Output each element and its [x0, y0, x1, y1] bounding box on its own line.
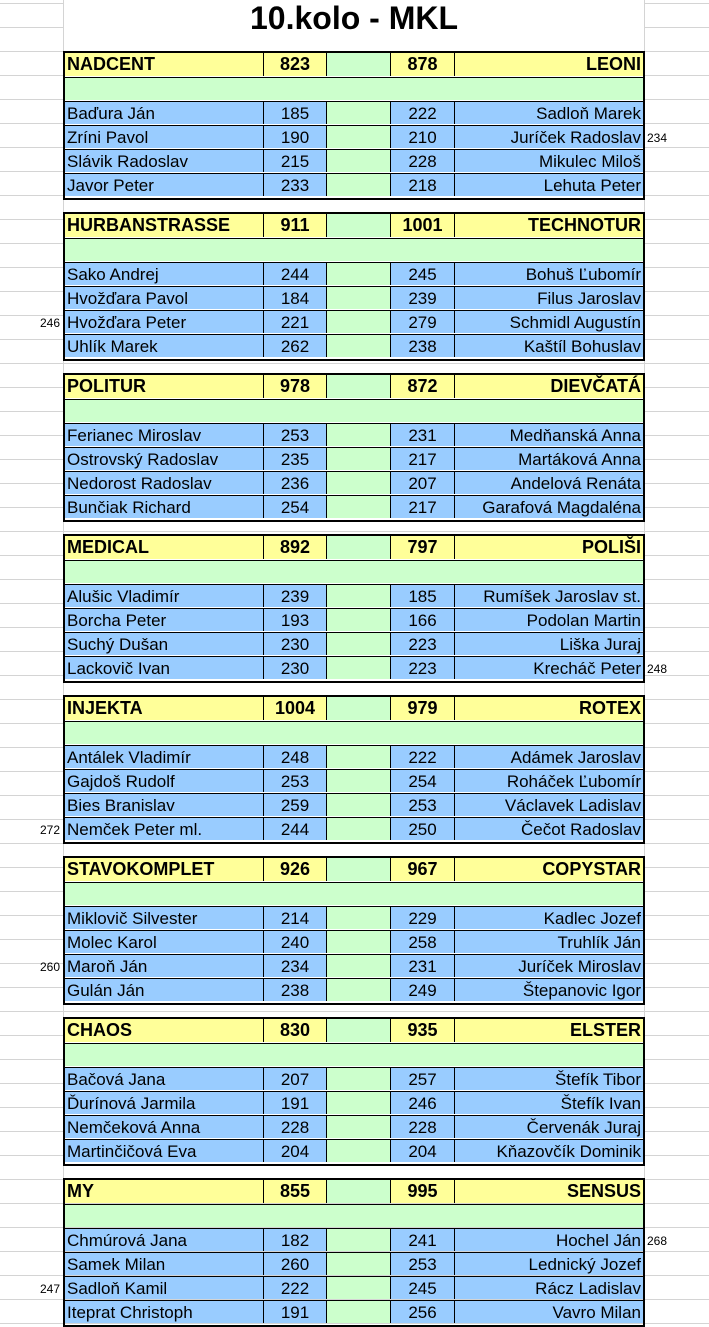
- home-player-name[interactable]: Suchý Dušan: [63, 633, 264, 655]
- home-player-name[interactable]: Sako Andrej: [63, 263, 264, 285]
- match-spacer-row[interactable]: [63, 560, 643, 583]
- player-row: [63, 954, 643, 977]
- away-player-score[interactable]: 257: [391, 1068, 455, 1090]
- match-spacer-row[interactable]: [63, 721, 643, 744]
- home-player-score[interactable]: 228: [264, 1116, 327, 1138]
- player-row: [63, 262, 643, 285]
- separator-cell[interactable]: [327, 53, 391, 76]
- home-player-score[interactable]: 191: [264, 1092, 327, 1114]
- player-row: [63, 584, 643, 607]
- away-player-score[interactable]: 246: [391, 1092, 455, 1114]
- home-player-score[interactable]: 190: [264, 126, 327, 148]
- separator-cell[interactable]: [327, 609, 391, 631]
- match-spacer-row[interactable]: [63, 77, 643, 100]
- home-player-name[interactable]: Nemčeková Anna: [63, 1116, 264, 1138]
- away-player-name[interactable]: Václavek Ladislav: [504, 796, 641, 815]
- side-note-right[interactable]: 268: [647, 1234, 668, 1248]
- away-team-total[interactable]: 995: [391, 1180, 455, 1203]
- page-title: 10.kolo - MKL: [64, 0, 644, 34]
- home-team-total[interactable]: 830: [264, 1019, 327, 1042]
- away-player-name[interactable]: Filus Jaroslav: [537, 289, 641, 308]
- player-row: [63, 447, 643, 470]
- separator-cell[interactable]: [327, 424, 391, 446]
- player-row: [63, 1067, 643, 1090]
- away-player-score[interactable]: 218: [391, 174, 455, 196]
- home-player-name[interactable]: Uhlík Marek: [63, 335, 264, 357]
- home-team-name[interactable]: HURBANSTRASSE: [63, 214, 264, 237]
- away-player-score[interactable]: 245: [391, 263, 455, 285]
- away-player-name[interactable]: Červenák Juraj: [526, 1118, 641, 1137]
- home-player-name[interactable]: Martinčičová Eva: [63, 1140, 264, 1162]
- separator-cell[interactable]: [327, 102, 391, 124]
- player-row: [63, 1228, 643, 1251]
- home-player-score[interactable]: 244: [264, 263, 327, 285]
- separator-cell[interactable]: [327, 657, 391, 679]
- away-player-score[interactable]: 222: [391, 746, 455, 768]
- away-player-name[interactable]: Kaštíl Bohuslav: [523, 337, 641, 356]
- separator-cell[interactable]: [327, 214, 391, 237]
- home-player-score[interactable]: 207: [264, 1068, 327, 1090]
- away-team-name[interactable]: TECHNOTUR: [528, 215, 641, 235]
- player-row: [63, 1091, 643, 1114]
- away-player-score[interactable]: 253: [391, 794, 455, 816]
- away-team-total[interactable]: 878: [391, 53, 455, 76]
- home-team-name[interactable]: CHAOS: [63, 1019, 264, 1042]
- home-player-score[interactable]: 221: [264, 311, 327, 333]
- home-player-score[interactable]: 182: [264, 1229, 327, 1251]
- player-row: [63, 310, 643, 333]
- separator-cell[interactable]: [327, 1277, 391, 1299]
- player-row: [63, 745, 643, 768]
- separator-cell[interactable]: [327, 697, 391, 720]
- player-row: [63, 608, 643, 631]
- separator-cell[interactable]: [327, 1253, 391, 1275]
- away-team-name[interactable]: DIEVČATÁ: [550, 376, 641, 396]
- home-player-score[interactable]: 234: [264, 955, 327, 977]
- separator-cell[interactable]: [327, 174, 391, 196]
- home-player-score[interactable]: 253: [264, 424, 327, 446]
- separator-cell[interactable]: [327, 1019, 391, 1042]
- home-player-score[interactable]: 239: [264, 585, 327, 607]
- separator-cell[interactable]: [327, 858, 391, 881]
- home-team-total[interactable]: 926: [264, 858, 327, 881]
- away-player-score[interactable]: 222: [391, 102, 455, 124]
- away-player-name[interactable]: Vavro Milan: [552, 1303, 641, 1322]
- away-team-name[interactable]: ELSTER: [569, 1020, 641, 1040]
- match-header-row: [63, 858, 643, 881]
- home-team-name[interactable]: POLITUR: [63, 375, 264, 398]
- separator-cell[interactable]: [327, 150, 391, 172]
- separator-cell[interactable]: [327, 1140, 391, 1162]
- home-player-score[interactable]: 215: [264, 150, 327, 172]
- home-player-score[interactable]: 222: [264, 1277, 327, 1299]
- player-row: [63, 632, 643, 655]
- home-team-total[interactable]: 911: [264, 214, 327, 237]
- away-player-name[interactable]: Liška Juraj: [559, 635, 641, 654]
- away-team-total[interactable]: 967: [391, 858, 455, 881]
- match-header-row: [63, 697, 643, 720]
- separator-cell[interactable]: [327, 536, 391, 559]
- separator-cell[interactable]: [327, 287, 391, 309]
- home-player-name[interactable]: Antálek Vladimír: [63, 746, 264, 768]
- home-player-name[interactable]: Ferianec Miroslav: [63, 424, 264, 446]
- match-header-row: [63, 214, 643, 237]
- side-note-left[interactable]: 246: [40, 316, 61, 330]
- grid-column-line: [644, 0, 645, 1323]
- home-player-score[interactable]: 233: [264, 174, 327, 196]
- away-player-score[interactable]: 241: [391, 1229, 455, 1251]
- away-player-score[interactable]: 231: [391, 955, 455, 977]
- player-row: [63, 286, 643, 309]
- home-player-score[interactable]: 235: [264, 448, 327, 470]
- separator-cell[interactable]: [327, 818, 391, 840]
- home-player-name[interactable]: Borcha Peter: [63, 609, 264, 631]
- home-player-name[interactable]: Molec Karol: [63, 931, 264, 953]
- player-row: [63, 817, 643, 840]
- separator-cell[interactable]: [327, 633, 391, 655]
- separator-cell[interactable]: [327, 770, 391, 792]
- home-player-name[interactable]: Bies Branislav: [63, 794, 264, 816]
- separator-cell[interactable]: [327, 585, 391, 607]
- away-team-total[interactable]: 1001: [391, 214, 455, 237]
- home-player-score[interactable]: 238: [264, 979, 327, 1001]
- player-row: [63, 125, 643, 148]
- home-team-name[interactable]: MEDICAL: [63, 536, 264, 559]
- home-player-name[interactable]: Gajdoš Rudolf: [63, 770, 264, 792]
- player-row: [63, 1139, 643, 1162]
- away-player-score[interactable]: 166: [391, 609, 455, 631]
- home-player-name[interactable]: Javor Peter: [63, 174, 264, 196]
- away-player-name[interactable]: Čečot Radoslav: [520, 820, 641, 839]
- separator-cell[interactable]: [327, 1301, 391, 1323]
- side-note-right[interactable]: 234: [647, 131, 668, 145]
- home-player-score[interactable]: 230: [264, 657, 327, 679]
- away-player-name[interactable]: Bohuš Ľubomír: [525, 265, 641, 284]
- away-player-score[interactable]: 253: [391, 1253, 455, 1275]
- separator-cell[interactable]: [327, 1092, 391, 1114]
- home-player-name[interactable]: Bačová Jana: [63, 1068, 264, 1090]
- away-player-name[interactable]: Lehuta Peter: [543, 176, 641, 195]
- separator-cell[interactable]: [327, 1116, 391, 1138]
- player-row: [63, 793, 643, 816]
- separator-cell[interactable]: [327, 955, 391, 977]
- side-note-left[interactable]: 272: [40, 823, 61, 837]
- home-player-name[interactable]: Hvožďara Pavol: [63, 287, 264, 309]
- home-player-score[interactable]: 240: [264, 931, 327, 953]
- match-header-row: [63, 53, 643, 76]
- away-player-score[interactable]: 250: [391, 818, 455, 840]
- home-player-name[interactable]: Lackovič Ivan: [63, 657, 264, 679]
- away-team-name[interactable]: LEONI: [585, 54, 641, 74]
- side-note-right[interactable]: 248: [647, 662, 668, 676]
- separator-cell[interactable]: [327, 794, 391, 816]
- match-header-row: [63, 1019, 643, 1042]
- away-player-score[interactable]: 207: [391, 472, 455, 494]
- home-team-name[interactable]: MY: [63, 1180, 264, 1203]
- player-row: [63, 471, 643, 494]
- home-player-name[interactable]: Nedorost Radoslav: [63, 472, 264, 494]
- away-player-name[interactable]: Truhlík Ján: [557, 933, 641, 952]
- away-player-name[interactable]: Garafová Magdaléna: [482, 498, 641, 517]
- away-player-score[interactable]: 228: [391, 150, 455, 172]
- match-spacer-row[interactable]: [63, 399, 643, 422]
- home-player-score[interactable]: 262: [264, 335, 327, 357]
- home-team-total[interactable]: 1004: [264, 697, 327, 720]
- separator-cell[interactable]: [327, 931, 391, 953]
- away-player-score[interactable]: 223: [391, 657, 455, 679]
- away-player-score[interactable]: 210: [391, 126, 455, 148]
- separator-cell[interactable]: [327, 1229, 391, 1251]
- away-team-name[interactable]: COPYSTAR: [542, 859, 641, 879]
- match-spacer-row[interactable]: [63, 882, 643, 905]
- player-row: [63, 1276, 643, 1299]
- player-row: [63, 906, 643, 929]
- match-header-row: [63, 375, 643, 398]
- home-player-score[interactable]: 193: [264, 609, 327, 631]
- away-player-score[interactable]: 238: [391, 335, 455, 357]
- separator-cell[interactable]: [327, 375, 391, 398]
- home-team-total[interactable]: 892: [264, 536, 327, 559]
- separator-cell[interactable]: [327, 1180, 391, 1203]
- player-row: [63, 334, 643, 357]
- separator-cell[interactable]: [327, 907, 391, 929]
- away-player-name[interactable]: Mikulec Miloš: [538, 152, 641, 171]
- home-player-name[interactable]: Sadloň Kamil: [63, 1277, 264, 1299]
- player-row: [63, 1252, 643, 1275]
- away-player-score[interactable]: 223: [391, 633, 455, 655]
- away-player-name[interactable]: Rácz Ladislav: [535, 1279, 641, 1298]
- home-player-score[interactable]: 230: [264, 633, 327, 655]
- away-player-name[interactable]: Rumíšek Jaroslav st.: [483, 587, 641, 606]
- home-player-name[interactable]: Hvožďara Peter: [63, 311, 264, 333]
- separator-cell[interactable]: [327, 472, 391, 494]
- player-row: [63, 495, 643, 518]
- away-player-score[interactable]: 231: [391, 424, 455, 446]
- separator-cell[interactable]: [327, 746, 391, 768]
- away-team-total[interactable]: 979: [391, 697, 455, 720]
- home-player-name[interactable]: Iteprat Christoph: [63, 1301, 264, 1323]
- home-player-name[interactable]: Baďura Ján: [63, 102, 264, 124]
- away-player-name[interactable]: Podolan Martin: [526, 611, 641, 630]
- player-row: [63, 173, 643, 196]
- away-player-score[interactable]: 228: [391, 1116, 455, 1138]
- home-player-score[interactable]: 260: [264, 1253, 327, 1275]
- home-team-total[interactable]: 823: [264, 53, 327, 76]
- home-player-name[interactable]: Ostrovský Radoslav: [63, 448, 264, 470]
- away-player-score[interactable]: 229: [391, 907, 455, 929]
- away-player-name[interactable]: Sadloň Marek: [536, 104, 641, 123]
- away-player-name[interactable]: Roháček Ľubomír: [506, 772, 641, 791]
- away-player-score[interactable]: 217: [391, 496, 455, 518]
- away-player-name[interactable]: Štefík Tibor: [555, 1070, 641, 1089]
- away-player-name[interactable]: Hochel Ján: [555, 1231, 641, 1250]
- home-player-score[interactable]: 185: [264, 102, 327, 124]
- home-player-score[interactable]: 259: [264, 794, 327, 816]
- away-player-name[interactable]: Štefík Ivan: [560, 1094, 641, 1113]
- separator-cell[interactable]: [327, 311, 391, 333]
- home-player-name[interactable]: Chmúrová Jana: [63, 1229, 264, 1251]
- away-team-name[interactable]: POLIŠI: [581, 537, 641, 557]
- away-player-name[interactable]: Adámek Jaroslav: [510, 748, 641, 767]
- player-row: [63, 423, 643, 446]
- away-player-score[interactable]: 258: [391, 931, 455, 953]
- home-player-score[interactable]: 214: [264, 907, 327, 929]
- away-player-score[interactable]: 245: [391, 1277, 455, 1299]
- player-row: [63, 1300, 643, 1323]
- away-player-name[interactable]: Kňazovčík Dominik: [496, 1142, 641, 1161]
- away-team-total[interactable]: 935: [391, 1019, 455, 1042]
- away-player-score[interactable]: 256: [391, 1301, 455, 1323]
- away-player-score[interactable]: 185: [391, 585, 455, 607]
- away-team-total[interactable]: 797: [391, 536, 455, 559]
- home-player-score[interactable]: 184: [264, 287, 327, 309]
- away-player-score[interactable]: 254: [391, 770, 455, 792]
- away-team-name[interactable]: SENSUS: [566, 1181, 641, 1201]
- separator-cell[interactable]: [327, 335, 391, 357]
- separator-cell[interactable]: [327, 496, 391, 518]
- match-spacer-row[interactable]: [63, 238, 643, 261]
- player-row: [63, 656, 643, 679]
- home-player-name[interactable]: Miklovič Silvester: [63, 907, 264, 929]
- away-player-score[interactable]: 279: [391, 311, 455, 333]
- player-row: [63, 101, 643, 124]
- home-player-name[interactable]: Bunčiak Richard: [63, 496, 264, 518]
- home-player-name[interactable]: Maroň Ján: [63, 955, 264, 977]
- separator-cell[interactable]: [327, 263, 391, 285]
- away-player-name[interactable]: Juríček Miroslav: [518, 957, 641, 976]
- player-row: [63, 769, 643, 792]
- away-player-name[interactable]: Schmidl Augustín: [509, 313, 641, 332]
- player-row: [63, 1115, 643, 1138]
- away-player-name[interactable]: Kadlec Jozef: [543, 909, 641, 928]
- match-header-row: [63, 536, 643, 559]
- away-player-score[interactable]: 217: [391, 448, 455, 470]
- away-player-name[interactable]: Juríček Radoslav: [510, 128, 641, 147]
- side-note-left[interactable]: 247: [40, 1282, 61, 1296]
- separator-cell[interactable]: [327, 448, 391, 470]
- away-player-name[interactable]: Medňanská Anna: [509, 426, 641, 445]
- home-player-name[interactable]: Samek Milan: [63, 1253, 264, 1275]
- match-header-row: [63, 1180, 643, 1203]
- home-player-score[interactable]: 248: [264, 746, 327, 768]
- away-team-total[interactable]: 872: [391, 375, 455, 398]
- player-row: [63, 978, 643, 1001]
- away-player-name[interactable]: Lednický Jozef: [528, 1255, 641, 1274]
- separator-cell[interactable]: [327, 979, 391, 1001]
- away-player-name[interactable]: Krecháč Peter: [533, 659, 641, 678]
- side-note-left[interactable]: 260: [40, 960, 61, 974]
- separator-cell[interactable]: [327, 1068, 391, 1090]
- away-player-score[interactable]: 249: [391, 979, 455, 1001]
- home-team-total[interactable]: 978: [264, 375, 327, 398]
- home-team-name[interactable]: INJEKTA: [63, 697, 264, 720]
- home-player-name[interactable]: Ďurínová Jarmila: [63, 1092, 264, 1114]
- home-team-total[interactable]: 855: [264, 1180, 327, 1203]
- home-player-score[interactable]: 191: [264, 1301, 327, 1323]
- match-spacer-row[interactable]: [63, 1204, 643, 1227]
- match-spacer-row[interactable]: [63, 1043, 643, 1066]
- player-row: [63, 930, 643, 953]
- home-player-score[interactable]: 244: [264, 818, 327, 840]
- home-player-name[interactable]: Zríni Pavol: [63, 126, 264, 148]
- away-player-name[interactable]: Štepanovic Igor: [522, 981, 641, 1000]
- player-row: [63, 149, 643, 172]
- home-player-name[interactable]: Gulán Ján: [63, 979, 264, 1001]
- home-player-score[interactable]: 254: [264, 496, 327, 518]
- home-player-score[interactable]: 204: [264, 1140, 327, 1162]
- away-player-score[interactable]: 204: [391, 1140, 455, 1162]
- home-player-name[interactable]: Alušic Vladimír: [63, 585, 264, 607]
- home-player-score[interactable]: 253: [264, 770, 327, 792]
- home-player-name[interactable]: Slávik Radoslav: [63, 150, 264, 172]
- home-team-name[interactable]: NADCENT: [63, 53, 264, 76]
- away-player-name[interactable]: Andelová Renáta: [510, 474, 641, 493]
- away-player-score[interactable]: 239: [391, 287, 455, 309]
- home-team-name[interactable]: STAVOKOMPLET: [63, 858, 264, 881]
- away-player-name[interactable]: Martáková Anna: [518, 450, 641, 469]
- home-player-score[interactable]: 236: [264, 472, 327, 494]
- home-player-name[interactable]: Nemček Peter ml.: [63, 818, 264, 840]
- separator-cell[interactable]: [327, 126, 391, 148]
- away-team-name[interactable]: ROTEX: [578, 698, 641, 718]
